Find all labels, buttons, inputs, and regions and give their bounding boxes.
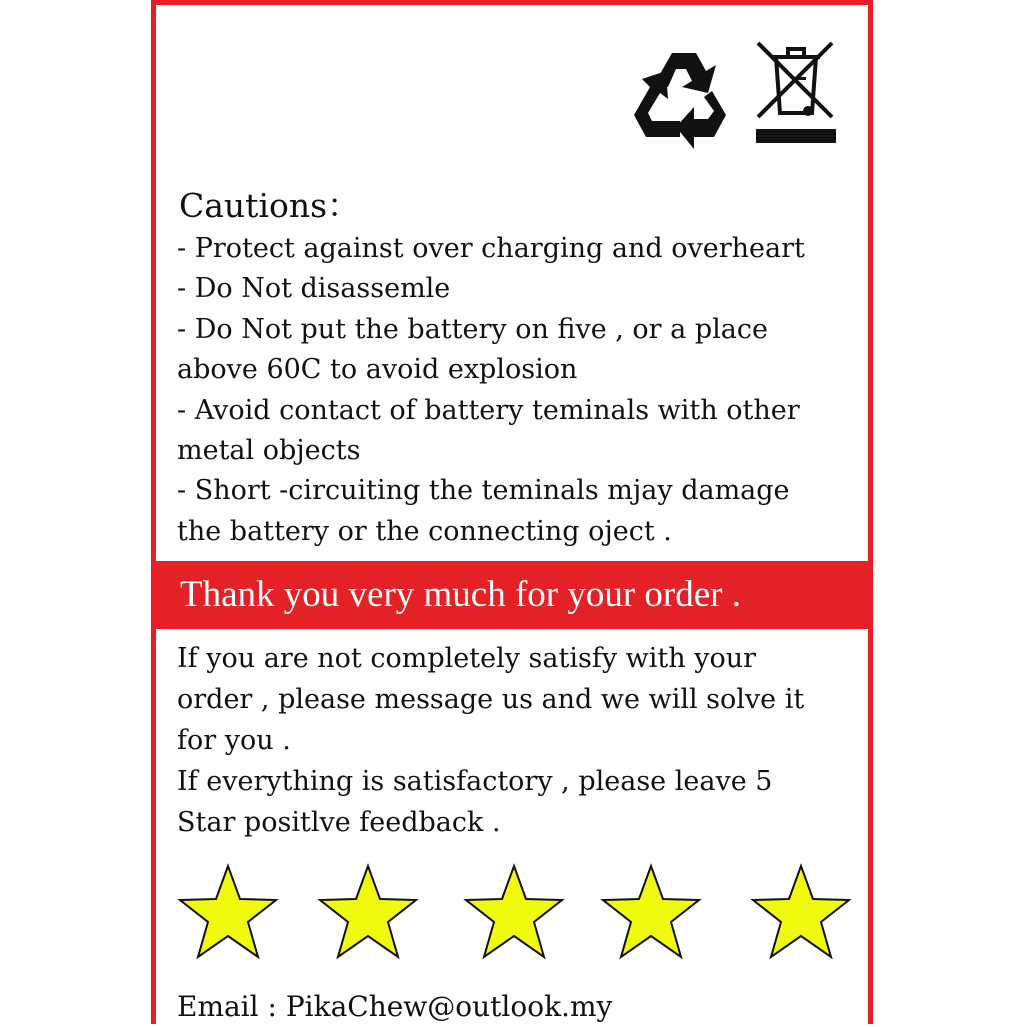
disposal-icons [626, 39, 846, 159]
thank-you-banner [156, 561, 868, 629]
caution-line: the battery or the connecting oject . [177, 515, 672, 547]
caution-line: above 60C to avoid explosion [177, 354, 578, 386]
message-line: Star positlve feedback . [177, 807, 501, 838]
star-icon [463, 863, 565, 961]
caution-line: metal objects [177, 435, 361, 467]
caution-line: - Do Not disassemle [177, 273, 451, 305]
caution-line: - Do Not put the battery on five , or a place [177, 313, 768, 345]
email-contact [177, 987, 867, 1027]
message-line: for you . [177, 725, 291, 756]
cautions-section [177, 185, 867, 552]
email-address: PikaChew@outlook.my [285, 990, 613, 1023]
star-icon [750, 863, 852, 961]
feedback-message [177, 638, 867, 843]
cautions-heading: Cautions： [179, 186, 361, 225]
message-line: If you are not completely satisfy with your [177, 643, 757, 674]
message-line: If everything is satisfactory , please leave 5 [177, 766, 773, 797]
star-icon [317, 863, 419, 961]
caution-line: - Avoid contact of battery teminals with other [177, 394, 800, 426]
crossed-out-wheelie-bin-icon [754, 39, 838, 147]
star-icon [600, 863, 702, 961]
star-rating [156, 863, 868, 963]
caution-line: - Protect against over charging and overheart [177, 233, 805, 264]
message-line: order , please message us and we will solve it [177, 684, 805, 715]
thank-you-text: Thank you very much for your order . [180, 574, 741, 615]
email-label: Email : [177, 990, 286, 1023]
recycle-icon [626, 41, 738, 153]
star-icon [177, 863, 279, 961]
instruction-card [151, 0, 873, 1024]
caution-line: - Short -circuiting the teminals mjay damage [177, 475, 790, 507]
